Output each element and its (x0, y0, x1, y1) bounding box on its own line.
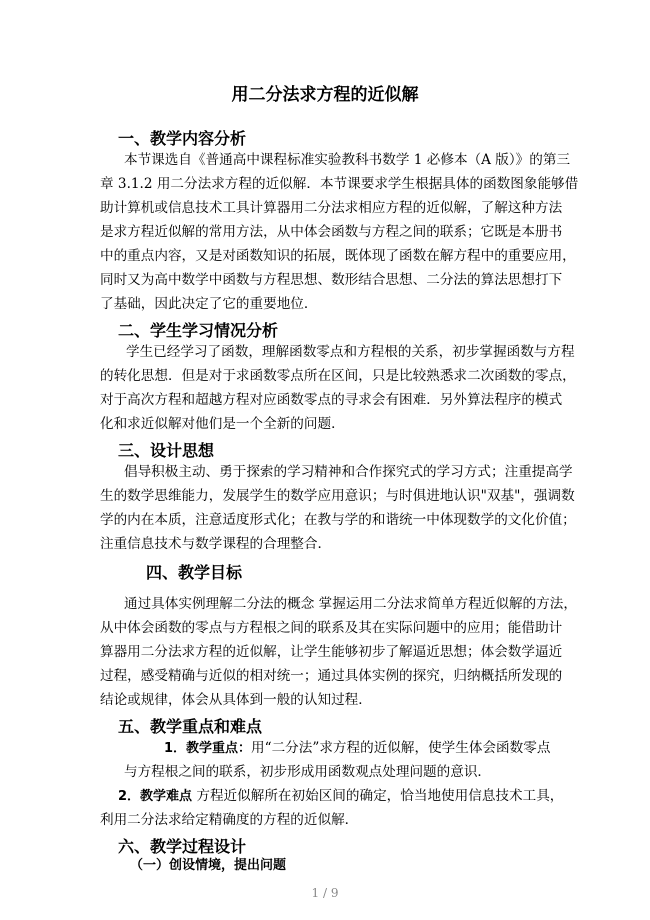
paragraph-line: 章 3.1.2 用二分法求方程的近似解．本节课要求学生根据具体的函数图象能够借 (100, 176, 579, 192)
paragraph-line: 对于高次方程和超越方程对应函数零点的寻求会有困难．另外算法程序的模式 (100, 392, 563, 408)
key-point-label: 1．教学重点： (164, 741, 252, 756)
paragraph-line: 注重信息技术与数学课程的合理整合． (100, 536, 332, 552)
section-heading-6: 六、教学过程设计 (118, 837, 247, 856)
key-point-text: 用“二分法”求方程的近似解，使学生体会函数零点 (251, 740, 551, 756)
subsection-heading: （一）创设情境，提出问题 (130, 858, 287, 873)
paragraph-line: 从中体会函数的零点与方程根之间的联系及其在实际问题中的应用；能借助计 (100, 620, 563, 636)
difficulty-line (118, 788, 563, 805)
paragraph-line: 利用二分法求给定精确度的方程的近似解． (100, 812, 359, 828)
section-heading-5: 五、教学重点和难点 (118, 717, 263, 736)
paragraph-line: 中的重点内容，又是对函数知识的拓展，既体现了函数在解方程中的重要应用， (100, 248, 576, 264)
paragraph-line: 同时又为高中数学中函数与方程思想、数形结合思想、二分法的算法思想打下 (100, 272, 563, 288)
section-heading-4: 四、教学目标 (146, 563, 243, 582)
paragraph-line: 过程，感受精确与近似的相对统一；通过具体实例的探究，归纳概括所发现的 (100, 668, 563, 684)
section-heading-2: 二、学生学习情况分析 (118, 321, 279, 340)
key-point-line (164, 740, 550, 757)
difficulty-label: 2．教学难点 (118, 789, 193, 804)
section-heading-3: 三、设计思想 (118, 441, 215, 460)
paragraph-line: 生的数学思维能力，发展学生的数学应用意识；与时俱进地认识"双基"，强调数 (100, 488, 575, 504)
paragraph-line: 倡导积极主动、勇于探索的学习精神和合作探究式的学习方式；注重提高学 (124, 464, 573, 480)
paragraph-line: 与方程根之间的联系，初步形成用函数观点处理问题的意识． (124, 764, 492, 780)
paragraph-line: 算器用二分法求方程的近似解，让学生能够初步了解逼近思想；体会数学逼近 (100, 644, 563, 660)
paragraph-line: 是求方程近似解的常用方法，从中体会函数与方程之间的联系；它既是本册书 (100, 224, 563, 240)
paragraph-line: 结论或规律，体会从具体到一般的认知过程． (100, 692, 372, 708)
paragraph-line: 学生已经学习了函数，理解函数零点和方程根的关系，初步掌握函数与方程 (126, 344, 575, 360)
difficulty-text: 方程近似解所在初始区间的确定，恰当地使用信息技术工具， (192, 788, 564, 804)
paragraph-line: 化和求近似解对他们是一个全新的问题． (100, 416, 345, 432)
paragraph-line: 学的内在本质，注意适度形式化；在教与学的和谐统一中体现数学的文化价值； (100, 512, 576, 528)
page-number: 1 / 9 (311, 886, 339, 900)
paragraph-line: 的转化思想．但是对于求函数零点所在区间，只是比较熟悉求二次函数的零点， (100, 368, 576, 384)
paragraph-line: 助计算机或信息技术工具计算器用二分法求相应方程的近似解，了解这种方法 (100, 200, 563, 216)
paragraph-line: 本节课选自《普通高中课程标准实验教科书数学 1 必修本（A 版）》的第三 (124, 152, 571, 168)
paragraph-line: 了基础，因此决定了它的重要地位． (100, 296, 318, 312)
section-heading-1: 一、教学内容分析 (118, 129, 247, 148)
document-title: 用二分法求方程的近似解 (231, 85, 419, 105)
paragraph-line: 通过具体实例理解二分法的概念 掌握运用二分法求简单方程近似解的方法， (124, 596, 577, 612)
